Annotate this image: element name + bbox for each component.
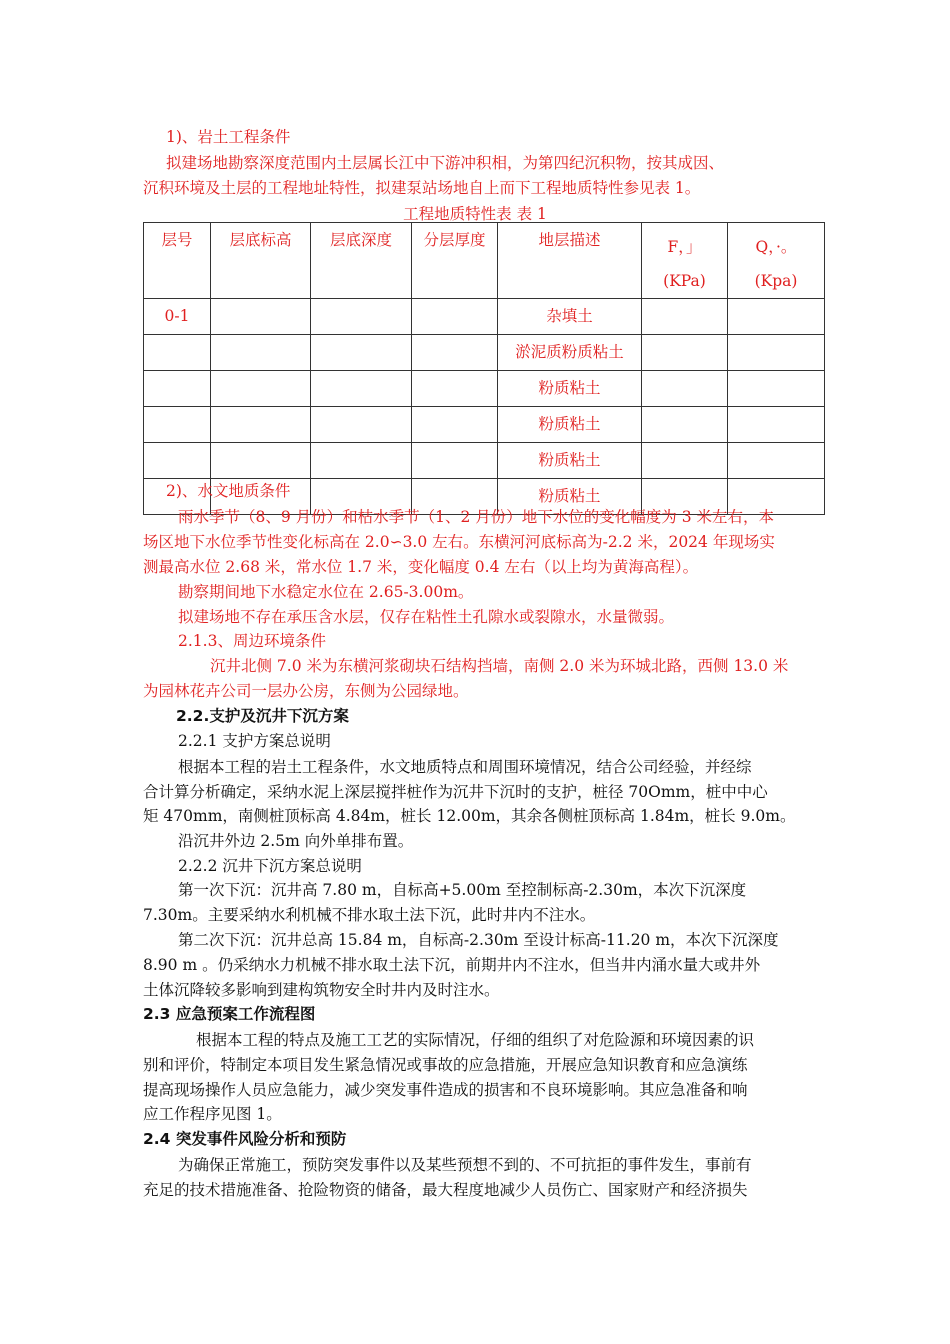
section213-heading: 2.1.3、周边环境条件 <box>178 632 326 650</box>
table-cell: 粉质粘土 <box>498 479 642 515</box>
table-cell <box>728 335 825 371</box>
table-cell <box>311 407 412 443</box>
table-cell <box>412 299 498 335</box>
table-cell <box>642 299 728 335</box>
section2-line: 勘察期间地下水稳定水位在 2.65-3.00m。 <box>178 583 474 601</box>
table-cell <box>211 299 311 335</box>
header-cell-text: F，」 <box>667 238 702 256</box>
header-cell-unit: (Kpa) <box>754 272 798 290</box>
table-cell <box>412 335 498 371</box>
section23-heading: 2.3 应急预案工作流程图 <box>143 1005 316 1023</box>
table-row <box>144 335 825 371</box>
section222-line: 8.90 m 。仍采纳水力机械不排水取土法下沉，前期井内不注水，但当井内涌水量大或井外 <box>143 956 761 974</box>
table-cell <box>412 371 498 407</box>
section2-heading: 2)、水文地质条件 <box>166 482 291 500</box>
section221-line: 矩 470mm，南侧桩顶标高 4.84m，桩长 12.00m，其余各侧桩顶标高 1.84m，桩长 9.0m。 <box>143 807 796 825</box>
section221-line: 根据本工程的岩土工程条件，水文地质特点和周围环境情况，结合公司经验，并经综 <box>178 758 752 776</box>
section2-line: 测最高水位 2.68 米，常水位 1.7 米，变化幅度 0.4 左右（以上均为黄海高程）。 <box>143 558 699 576</box>
section2-line: 拟建场地不存在承压含水层，仅存在粘性土孔隙水或裂隙水，水量微弱。 <box>178 608 675 626</box>
table-cell <box>412 407 498 443</box>
section24-line: 充足的技术措施准备、抢险物资的储备，最大程度地减少人员伤亡、国家财产和经济损失 <box>143 1181 748 1199</box>
section221-line: 合计算分析确定，采纳水泥上深层搅拌桩作为沉井下沉时的支护，桩径 70Omm，桩中中心 <box>143 783 768 801</box>
section2-line: 雨水季节（8、9 月份）和枯水季节（1、2 月份）地下水位的变化幅度为 3 米左右，本 <box>178 508 775 526</box>
table-cell <box>211 407 311 443</box>
table-cell <box>412 443 498 479</box>
header-cell: 层底标高 <box>211 223 311 299</box>
table-row <box>144 443 825 479</box>
section222-line: 第二次下沉：沉井总高 15.84 m，自标高-2.30m 至设计标高-11.20 m，本次下沉深度 <box>178 931 779 949</box>
table-cell <box>311 299 412 335</box>
table-cell <box>728 443 825 479</box>
header-cell <box>642 223 728 299</box>
table-header-row <box>144 223 825 299</box>
section213-line: 沉井北侧 7.0 米为东横河浆砌块石结构挡墙，南侧 2.0 米为环城北路，西侧 13.0 米 <box>210 657 789 675</box>
table-cell: 粉质粘土 <box>498 443 642 479</box>
table-row <box>144 299 825 335</box>
table-cell <box>144 335 211 371</box>
table-cell <box>728 299 825 335</box>
header-cell: 地层描述 <box>498 223 642 299</box>
section221-heading: 2.2.1 支护方案总说明 <box>178 732 331 750</box>
table-cell <box>642 407 728 443</box>
section1-heading: 1)、岩土工程条件 <box>166 128 291 146</box>
geology-table <box>143 222 825 515</box>
table-row <box>144 371 825 407</box>
table-cell <box>311 335 412 371</box>
table-cell: 0-1 <box>144 299 211 335</box>
section2-line: 场区地下水位季节性变化标高在 2.0∽3.0 左右。东横河河底标高为-2.2 米，2024 年现场实 <box>143 533 775 551</box>
table-cell <box>144 371 211 407</box>
table-cell <box>144 407 211 443</box>
section23-line: 应工作程序见图 1。 <box>143 1105 282 1123</box>
section222-line: 第一次下沉：沉井高 7.80 m，自标高+5.00m 至控制标高-2.30m，本次下沉深度 <box>178 881 747 899</box>
section24-line: 为确保正常施工，预防突发事件以及某些预想不到的、不可抗拒的事件发生，事前有 <box>178 1156 752 1174</box>
section24-heading: 2.4 突发事件风险分析和预防 <box>143 1130 347 1148</box>
table-cell <box>642 371 728 407</box>
header-cell: 分层厚度 <box>412 223 498 299</box>
section23-line: 根据本工程的特点及施工工艺的实际情况，仔细的组织了对危险源和环境因素的识 <box>196 1031 755 1049</box>
header-cell: 层底深度 <box>311 223 412 299</box>
section22-heading: 2.2.支护及沉井下沉方案 <box>176 707 349 725</box>
section222-line: 土体沉降较多影响到建构筑物安全时井内及时注水。 <box>143 981 500 999</box>
section23-line: 提高现场操作人员应急能力，减少突发事件造成的损害和不良环境影响。其应急准备和响 <box>143 1081 748 1099</box>
section23-line: 别和评价，特制定本项目发生紧急情况或事故的应急措施，开展应急知识教育和应急演练 <box>143 1056 748 1074</box>
table-cell <box>311 371 412 407</box>
header-cell <box>728 223 825 299</box>
table-cell: 粉质粘土 <box>498 407 642 443</box>
table-cell: 淤泥质粉质粘土 <box>498 335 642 371</box>
section221-line: 沿沉井外边 2.5m 向外单排布置。 <box>178 832 414 850</box>
header-cell: 层号 <box>144 223 211 299</box>
section1-paragraph-line: 沉积环境及土层的工程地址特性，拟建泵站场地自上而下工程地质特性参见表 1。 <box>143 179 701 197</box>
table-cell: 粉质粘土 <box>498 371 642 407</box>
section213-line: 为园林花卉公司一层办公房，东侧为公园绿地。 <box>143 682 469 700</box>
table-cell <box>642 443 728 479</box>
section1-paragraph-line: 拟建场地勘察深度范围内土层属长江中下游冲积相，为第四纪沉积物，按其成因、 <box>166 154 725 172</box>
table-cell <box>311 443 412 479</box>
table-cell <box>211 371 311 407</box>
header-cell-unit: (KPa) <box>663 272 706 290</box>
table-caption: 工程地质特性表 表 1 <box>403 205 547 223</box>
table-row <box>144 407 825 443</box>
table-cell: 杂填土 <box>498 299 642 335</box>
section222-heading: 2.2.2 沉井下沉方案总说明 <box>178 857 362 875</box>
table-cell <box>144 443 211 479</box>
section222-line: 7.30m。主要采纳水利机械不排水取土法下沉，此时井内不注水。 <box>143 906 596 924</box>
table-cell <box>211 443 311 479</box>
header-cell-text: Q，·。 <box>755 238 797 256</box>
table-cell <box>728 371 825 407</box>
table-cell <box>728 407 825 443</box>
table-cell <box>211 335 311 371</box>
table-cell <box>642 335 728 371</box>
